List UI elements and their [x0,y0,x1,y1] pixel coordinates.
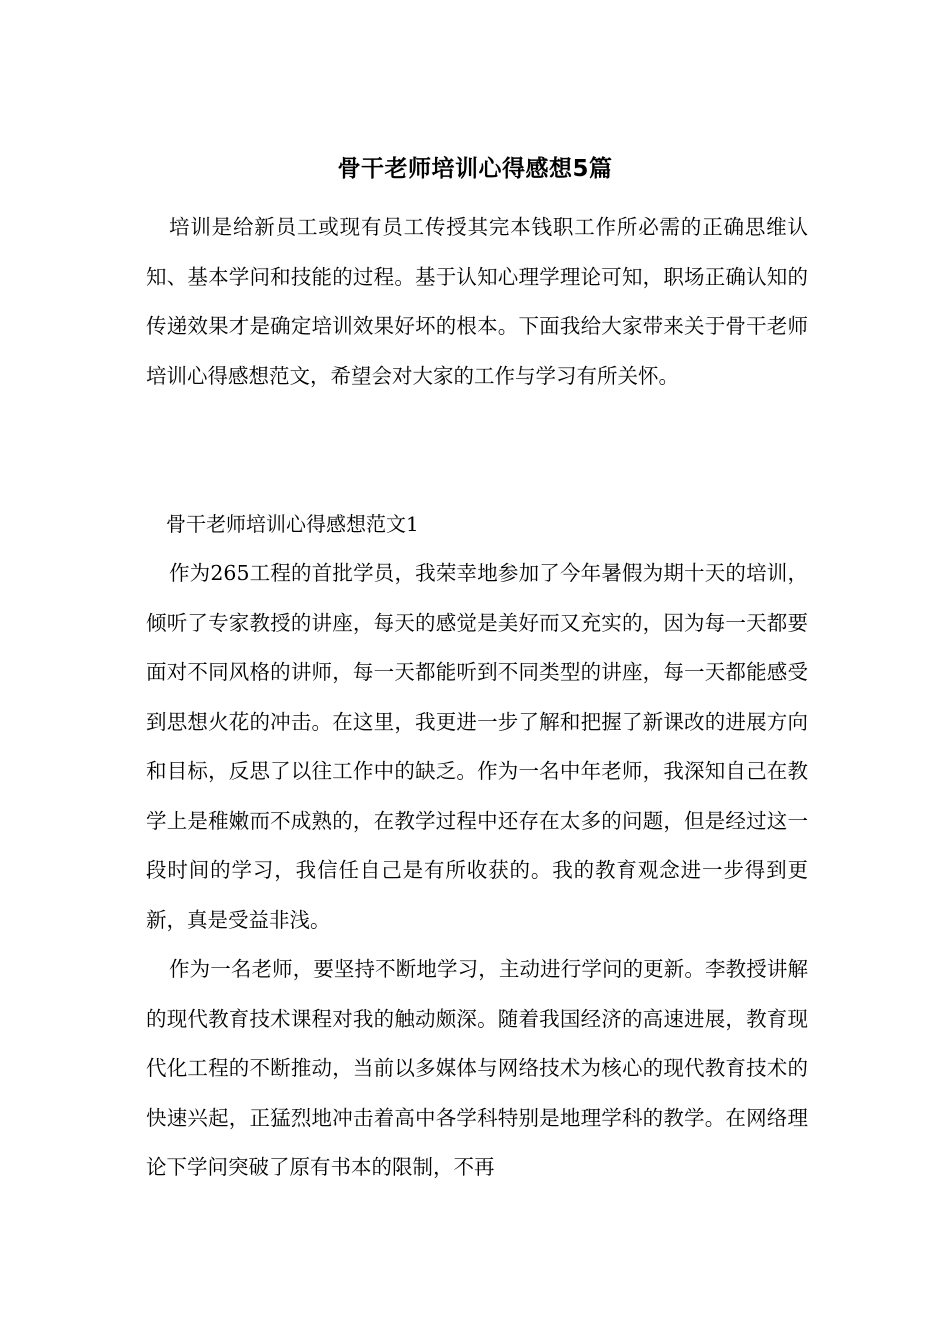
body-paragraph: 作为265工程的首批学员，我荣幸地参加了今年暑假为期十天的培训，倾听了专家教授的讲座，每天的感觉是美好而又充实的，因为每一天都要面对不同风格的讲师，每一天都能听到不同类型的讲座，每一天都能感受到思想火花的冲击。在这里，我更进一步了解和把握了新课改的进展方向和目标，反思了以往工作中的缺乏。作为一名中年老师，我深知自己在教学上是稚嫩而不成熟的，在教学过程中还存在太多的问题，但是经过这一段时间的学习，我信任自己是有所收获的。我的教育观念进一步得到更新，真是受益非浅。 [146,561,808,932]
document-title: 骨干老师培训心得感想5篇 [337,156,613,182]
body-paragraph: 作为一名老师，要坚持不断地学习，主动进行学问的更新。李教授讲解的现代教育技术课程对我的触动颇深。随着我国经济的高速进展，教育现代化工程的不断推动，当前以多媒体与网络技术为核心的现代教育技术的快速兴起，正猛烈地冲击着高中各学科特别是地理学科的教学。在网络理论下学问突破了原有书本的限制，不再 [146,957,808,1179]
section-heading: 骨干老师培训心得感想范文1 [166,512,419,536]
intro-paragraph: 培训是给新员工或现有员工传授其完本钱职工作所必需的正确思维认知、基本学问和技能的过程。基于认知心理学理论可知，职场正确认知的传递效果才是确定培训效果好坏的根本。下面我给大家带来关于骨干老师培训心得感想范文，希望会对大家的工作与学习有所关怀。 [146,215,808,388]
